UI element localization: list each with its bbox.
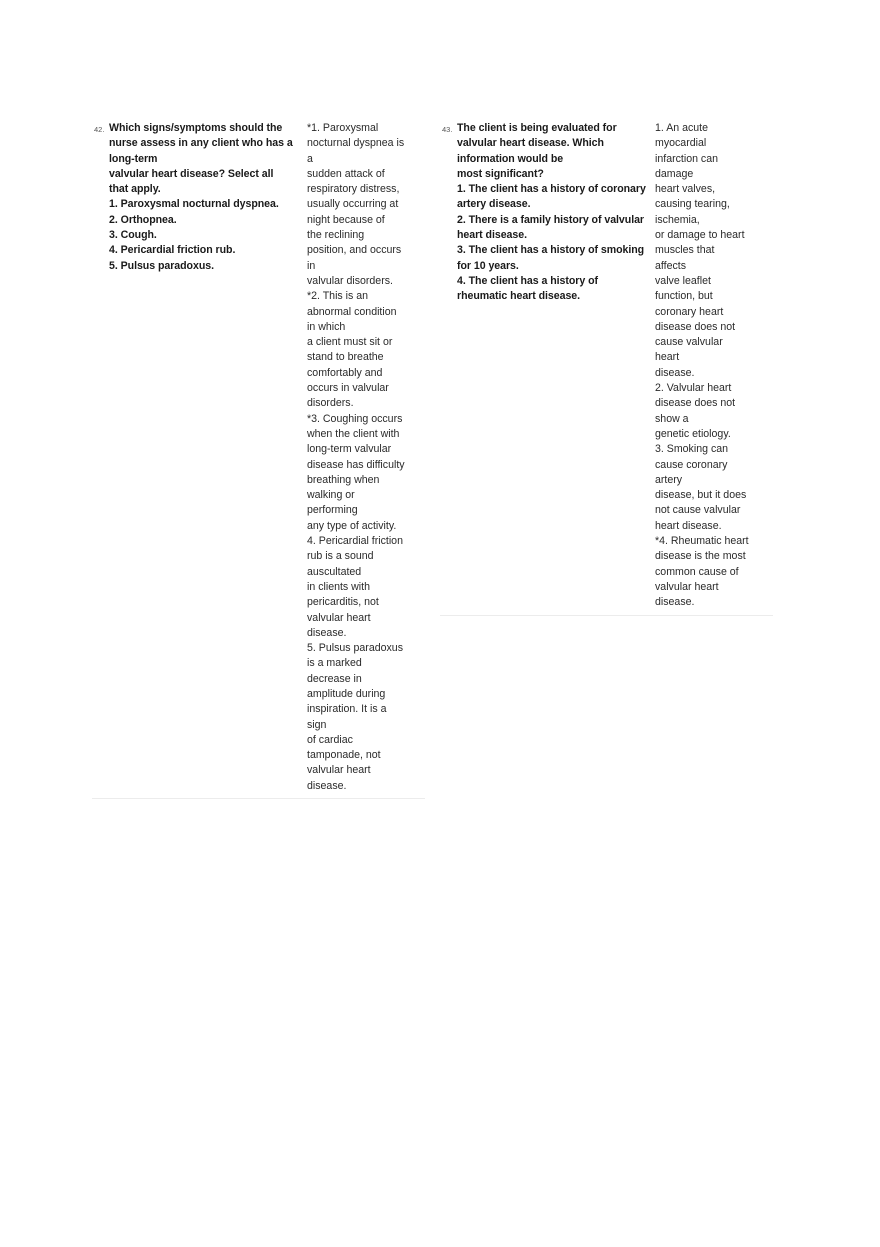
text-line: auscultated [307,565,362,578]
text-line: or damage to heart [655,229,745,242]
text-line: valvular disorders. [307,274,393,287]
text-line: sign [307,718,327,731]
text-line: cause coronary [655,458,728,471]
text-line: night because of [307,213,385,226]
question-number: 42. [94,125,105,134]
text-line: disease does not [655,397,736,410]
text-line: breathing when [307,473,380,486]
text-line: 1. An acute [655,122,709,134]
text-line: valvular heart disease. Which [457,137,604,150]
text-line: 2. Valvular heart [655,382,732,395]
text-line: long-term [109,152,158,165]
text-line: comfortably and [307,366,383,379]
text-line: disorders. [307,397,354,410]
text-line: abnormal condition [307,305,397,318]
text-line: in which [307,320,346,333]
text-line: tamponade, not [307,749,381,762]
text-line: rub is a sound [307,550,374,563]
text-line: heart valves, [655,183,716,196]
rationale-text [655,121,763,611]
text-line: disease. [307,626,347,639]
text-line: a [307,152,313,165]
text-line: coronary heart [655,305,724,318]
text-line: The client is being evaluated for [457,122,617,134]
text-line: any type of activity. [307,519,397,532]
text-line: most significant? [457,167,544,180]
text-line: occurs in valvular [307,382,389,395]
text-line: sudden attack of [307,167,385,180]
text-line: for 10 years. [457,259,519,272]
text-line: decrease in [307,672,362,685]
text-line: disease. [655,596,695,609]
question-number: 43. [442,125,453,134]
text-line: performing [307,504,358,517]
rationale-43 [655,121,763,615]
text-line: in clients with [307,580,370,593]
text-line: artery disease. [457,198,531,211]
text-line: pericarditis, not [307,596,379,609]
question-block-42 [92,121,425,799]
text-line: in [307,259,316,272]
text-line: *1. Paroxysmal [307,122,379,134]
text-line: is a marked [307,657,362,670]
text-line: cause valvular [655,336,723,349]
text-line: valvular heart [655,580,719,593]
text-line: respiratory distress, [307,183,400,196]
text-line: that apply. [109,183,161,196]
text-line: valvular heart [307,611,371,624]
text-line: 4. Pericardial friction rub. [109,244,236,257]
text-line: heart disease. [655,519,722,532]
text-line: 1. The client has a history of coronary [457,183,646,196]
text-line: 4. Pericardial friction [307,535,403,548]
text-line: of cardiac [307,733,353,746]
text-line: amplitude during [307,687,386,700]
text-line: long-term valvular [307,443,392,456]
text-line: valvular heart [307,764,371,777]
text-line: the reclining [307,229,365,242]
question-block-43 [440,121,773,616]
text-line: 1. Paroxysmal nocturnal dyspnea. [109,198,279,211]
text-line: artery [655,473,683,486]
text-line: causing tearing, [655,198,730,211]
text-line: 2. There is a family history of valvular [457,213,644,226]
text-line: when the client with [307,427,400,440]
rationale-text [307,121,415,794]
text-line: a client must sit or [307,336,393,349]
question-text [109,121,300,274]
text-line: usually occurring at [307,198,399,211]
text-line: not cause valvular [655,504,741,517]
text-line: *3. Coughing occurs [307,412,403,425]
text-line: 3. Cough. [109,229,157,242]
text-line: *2. This is an [307,290,369,303]
text-line: disease. [307,779,347,792]
text-line: 2. Orthopnea. [109,213,177,226]
text-line: disease. [655,366,695,379]
text-line: common cause of [655,565,739,578]
text-line: valvular heart disease? Select all [109,167,274,180]
text-line: nocturnal dyspnea is [307,137,405,150]
text-line: heart disease. [457,229,527,242]
question-text [457,121,648,305]
text-line: disease does not [655,320,736,333]
text-line: position, and occurs [307,244,402,257]
text-line: disease is the most [655,550,746,563]
text-line: stand to breathe [307,351,384,364]
text-line: Which signs/symptoms should the [109,122,283,134]
text-line: nurse assess in any client who has a [109,137,293,150]
rationale-42 [307,121,415,798]
text-line: affects [655,259,687,272]
text-line: walking or [307,489,355,502]
question-43 [440,121,648,615]
text-line: myocardial [655,137,707,150]
text-line: 5. Pulsus paradoxus [307,642,403,655]
text-line: ischemia, [655,213,700,226]
text-line: infarction can [655,152,719,165]
text-line: 5. Pulsus paradoxus. [109,259,214,272]
text-line: valve leaflet [655,274,711,287]
text-line: information would be [457,152,564,165]
text-line: damage [655,167,694,180]
text-line: function, but [655,290,713,303]
text-line: rheumatic heart disease. [457,290,581,303]
text-line: heart [655,351,680,364]
text-line: disease, but it does [655,489,747,502]
text-line: 3. Smoking can [655,443,729,456]
text-line: inspiration. It is a [307,703,387,716]
question-42 [92,121,300,798]
text-line: *4. Rheumatic heart [655,535,749,548]
text-line: muscles that [655,244,715,257]
text-line: disease has difficulty [307,458,405,471]
text-line: 4. The client has a history of [457,274,598,287]
text-line: show a [655,412,689,425]
text-line: 3. The client has a history of smoking [457,244,645,257]
text-line: genetic etiology. [655,427,731,440]
